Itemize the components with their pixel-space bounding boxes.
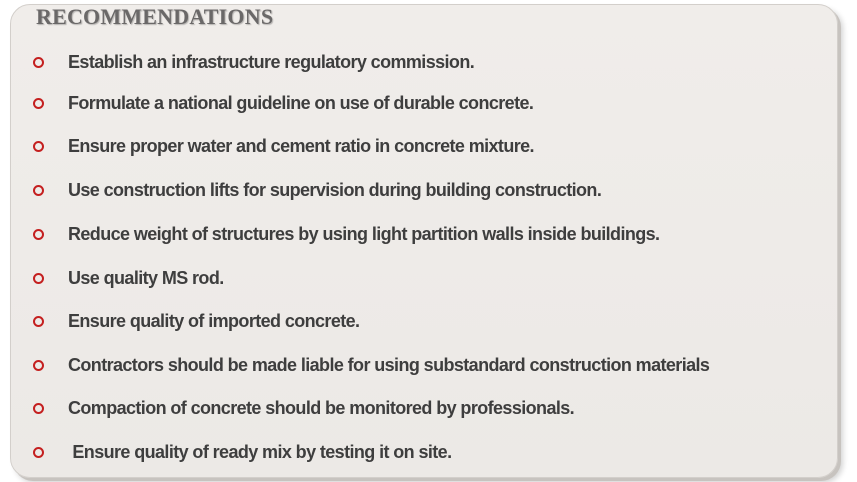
circle-bullet-icon [33, 141, 44, 152]
recommendation-text: Compaction of concrete should be monitored by professionals. [68, 398, 575, 418]
circle-bullet-icon [33, 185, 44, 196]
list-item [0, 47, 840, 77]
recommendation-text: Reduce weight of structures by using light partition walls inside buildings. [68, 224, 660, 244]
recommendation-text: Contractors should be made liable for using substandard construction materials [68, 355, 710, 375]
circle-bullet-icon [33, 403, 44, 414]
circle-bullet-icon [33, 57, 44, 68]
recommendation-text: Ensure quality of ready mix by testing it on site. [68, 442, 452, 462]
list-item [0, 219, 840, 249]
list-item [0, 175, 840, 205]
list-item [0, 393, 840, 423]
circle-bullet-icon [33, 360, 44, 371]
recommendation-text: Establish an infrastructure regulatory commission. [68, 52, 475, 72]
circle-bullet-icon [33, 98, 44, 109]
recommendation-text: Use quality MS rod. [68, 268, 224, 288]
list-item [0, 263, 840, 293]
circle-bullet-icon [33, 316, 44, 327]
list-item [0, 306, 840, 336]
recommendation-text: Ensure quality of imported concrete. [68, 311, 360, 331]
slide-title: RECOMMENDATIONS [36, 4, 274, 29]
circle-bullet-icon [33, 229, 44, 240]
list-item [0, 437, 840, 467]
recommendation-text: Use construction lifts for supervision during building construction. [68, 180, 602, 200]
circle-bullet-icon [33, 273, 44, 284]
recommendation-text: Formulate a national guideline on use of durable concrete. [68, 93, 534, 113]
circle-bullet-icon [33, 447, 44, 458]
list-item [0, 88, 840, 118]
list-item [0, 131, 840, 161]
list-item [0, 350, 840, 380]
recommendation-text: Ensure proper water and cement ratio in concrete mixture. [68, 136, 534, 156]
